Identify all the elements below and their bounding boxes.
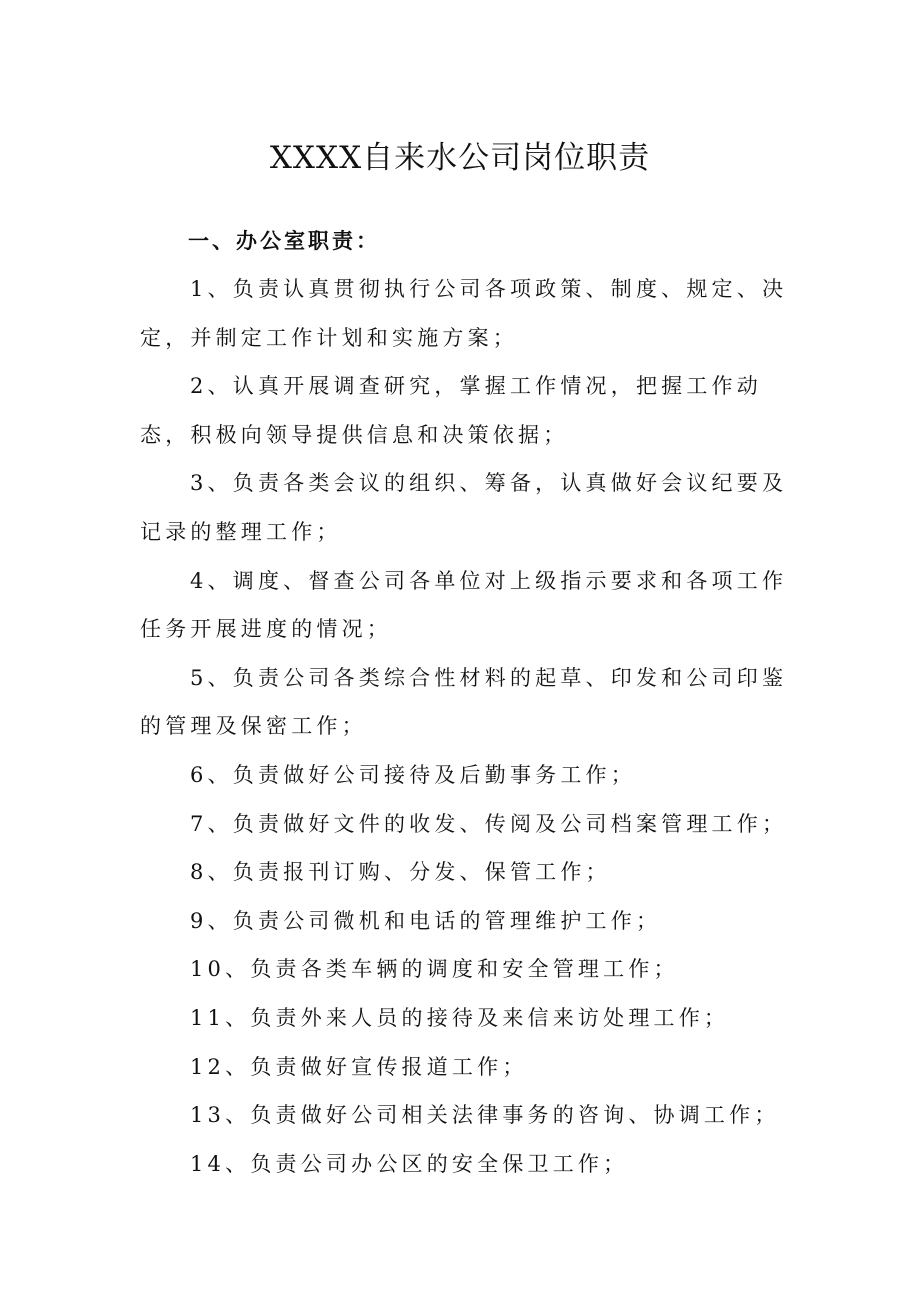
duty-item-1: 1、负责认真贯彻执行公司各项政策、制度、规定、决定，并制定工作计划和实施方案； [140, 277, 788, 350]
duty-item-13: 13、负责做好公司相关法律事务的咨询、协调工作； [190, 1103, 780, 1128]
duty-item-4: 4、调度、督查公司各单位对上级指示要求和各项工作任务开展进度的情况； [140, 568, 788, 642]
duties-list [140, 265, 790, 1188]
duty-item-3: 3、负责各类会议的组织、筹备，认真做好会议纪要及记录的整理工作； [140, 471, 788, 544]
duty-item-7: 7、负责做好文件的收发、传阅及公司档案管理工作； [190, 811, 788, 836]
duty-item-14: 14、负责公司办公区的安全保卫工作； [190, 1151, 629, 1176]
duty-item-2: 2、认真开展调查研究，掌握工作情况，把握工作动态，积极向领导提供信息和决策依据； [140, 374, 762, 447]
duty-item-6: 6、负责做好公司接待及后勤事务工作； [190, 762, 636, 787]
document-title: XXXX自来水公司岗位职责 [269, 139, 651, 176]
duty-item-5: 5、负责公司各类综合性材料的起草、印发和公司印鉴的管理及保密工作； [140, 665, 788, 739]
duty-item-10: 10、负责各类车辆的调度和安全管理工作； [190, 957, 679, 982]
duty-item-12: 12、负责做好宣传报道工作； [190, 1054, 528, 1079]
duty-item-8: 8、负责报刊订购、分发、保管工作； [190, 860, 611, 885]
duty-item-9: 9、负责公司微机和电话的管理维护工作； [190, 908, 662, 933]
section-heading-office-duties: 一、办公室职责： [188, 228, 380, 253]
duty-item-11: 11、负责外来人员的接待及来信来访处理工作； [190, 1005, 730, 1030]
